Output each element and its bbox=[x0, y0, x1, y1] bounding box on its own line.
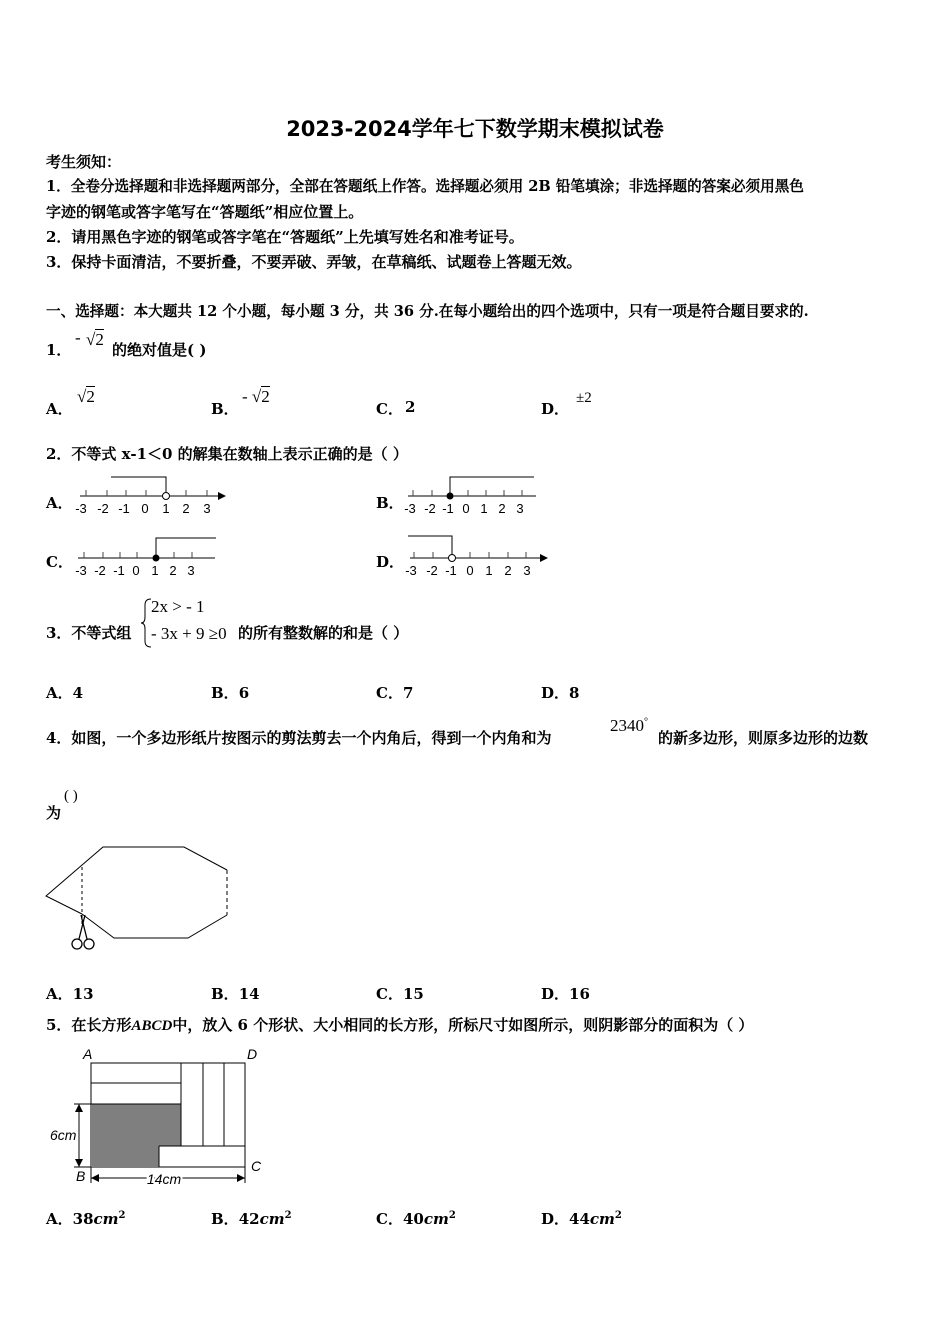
tick-label: -3 bbox=[75, 563, 87, 578]
q4-polygon-figure bbox=[40, 840, 240, 960]
q5-question-text: 5．在长方形ABCD中，放入 6 个形状、大小相同的长方形，所标尺寸如图所示，则阴影部分的面积为（ ） bbox=[46, 1016, 754, 1034]
q4-angle: 2340° bbox=[610, 716, 648, 735]
q3-equation-1: 2x > - 1 bbox=[151, 597, 205, 616]
q2-option-a-numberline[interactable] bbox=[70, 473, 235, 518]
tick-label: -2 bbox=[97, 501, 109, 516]
q2-option-c-numberline[interactable] bbox=[70, 532, 230, 580]
q1-radicand: 2 bbox=[95, 330, 104, 349]
tick-label: 3 bbox=[187, 563, 195, 578]
q3-equation-2: - 3x + 9 ≥0 bbox=[151, 624, 227, 643]
tick-label: 2 bbox=[498, 501, 506, 516]
width-label: 14cm bbox=[146, 1171, 182, 1187]
notice-heading: 考生须知： bbox=[46, 153, 122, 171]
tick-label: 2 bbox=[504, 563, 512, 578]
q4-option-a[interactable]: A．13 bbox=[46, 985, 94, 1003]
tick-label: -1 bbox=[445, 563, 457, 578]
sqrt-sign-icon: √ bbox=[251, 387, 262, 406]
section-heading: 一、选择题：本大题共 12 个小题，每小题 3 分，共 36 分.在每小题给出的四个选项中，只有一项是符合题目要求的. bbox=[46, 303, 809, 320]
q1-option-b-label[interactable]: B． bbox=[211, 400, 239, 418]
tick-label: -3 bbox=[75, 501, 87, 516]
q3-prefix: 3．不等式组 bbox=[46, 624, 132, 642]
q1-option-c-label[interactable]: C． bbox=[376, 400, 403, 418]
q1-option-d-label[interactable]: D． bbox=[541, 400, 570, 418]
tick-label: 1 bbox=[485, 563, 493, 578]
q4-option-c[interactable]: C．15 bbox=[376, 985, 424, 1003]
tick-label: -1 bbox=[113, 563, 125, 578]
q1-question-text: 的绝对值是( ) bbox=[112, 341, 207, 359]
q2-option-b-label[interactable]: B． bbox=[376, 494, 404, 512]
tick-label: -3 bbox=[405, 563, 417, 578]
tick-label: 0 bbox=[141, 501, 149, 516]
notice-line-2: 2．请用黑色字迹的钢笔或答字笔在“答题纸”上先填写姓名和准考证号。 bbox=[46, 228, 524, 246]
q2-option-c-label[interactable]: C． bbox=[46, 553, 73, 571]
q3-suffix: 的所有整数解的和是（ ） bbox=[238, 624, 409, 642]
q2-option-b-numberline[interactable] bbox=[400, 473, 545, 518]
q1-option-c-value[interactable]: 2 bbox=[405, 398, 416, 416]
q4-option-d[interactable]: D．16 bbox=[541, 985, 590, 1003]
q5-rectangle-figure bbox=[46, 1043, 276, 1193]
tick-label: -1 bbox=[442, 501, 454, 516]
tick-label: -3 bbox=[404, 501, 416, 516]
q4-answer-paren: ( ) bbox=[64, 788, 78, 804]
sqrt-sign-icon: √ bbox=[77, 387, 87, 406]
q2-option-d-label[interactable]: D． bbox=[376, 553, 405, 571]
vertex-label-d: D bbox=[247, 1046, 258, 1062]
q2-option-a-label[interactable]: A． bbox=[46, 494, 73, 512]
q5-option-c[interactable]: C．$40cm^2$ bbox=[376, 1210, 456, 1228]
q1-option-b-minus: - bbox=[242, 387, 248, 406]
tick-label: 3 bbox=[523, 563, 531, 578]
tick-label: -1 bbox=[118, 501, 130, 516]
notice-line-1b: 字迹的钢笔或答字笔写在“答题纸”相应位置上。 bbox=[46, 203, 364, 221]
tick-label: 2 bbox=[182, 501, 190, 516]
q3-option-a[interactable]: A．4 bbox=[46, 684, 84, 702]
q1-number: 1． bbox=[46, 341, 72, 359]
q1-option-b-radicand: 2 bbox=[261, 387, 270, 406]
q4-suffix: 的新多边形，则原多边形的边数 bbox=[658, 729, 869, 747]
tick-label: 1 bbox=[151, 563, 159, 578]
q5-option-b[interactable]: B．$42cm^2$ bbox=[211, 1210, 292, 1228]
q1-sqrt-expr bbox=[86, 330, 104, 350]
tick-label: -2 bbox=[94, 563, 106, 578]
q3-option-b[interactable]: B．6 bbox=[211, 684, 250, 702]
vertex-label-b: B bbox=[76, 1168, 86, 1184]
tick-label: 3 bbox=[516, 501, 524, 516]
tick-label: 0 bbox=[462, 501, 470, 516]
q5-option-d[interactable]: D．$44cm^2$ bbox=[541, 1210, 622, 1228]
q4-option-b[interactable]: B．14 bbox=[211, 985, 260, 1003]
q4-wei: 为 bbox=[46, 804, 62, 822]
notice-line-3: 3．保持卡面清洁，不要折叠，不要弄破、弄皱，在草稿纸、试题卷上答题无效。 bbox=[46, 253, 582, 271]
q1-option-d-value[interactable]: ±2 bbox=[576, 390, 592, 406]
tick-label: -2 bbox=[424, 501, 436, 516]
sqrt-sign-icon: √ bbox=[86, 330, 96, 349]
q3-option-d[interactable]: D．8 bbox=[541, 684, 580, 702]
height-label: 6cm bbox=[50, 1127, 77, 1143]
tick-label: 2 bbox=[169, 563, 177, 578]
tick-label: 0 bbox=[466, 563, 474, 578]
q1-option-a-value[interactable] bbox=[77, 387, 95, 407]
notice-line-1: 1．全卷分选择题和非选择题两部分，全部在答题纸上作答。选择题必须用 2B 铅笔填涂；非选择题的答案必须用黑色 bbox=[46, 178, 804, 195]
q1-minus: - bbox=[75, 328, 81, 347]
page-title: 2023-2024学年七下数学期末模拟试卷 bbox=[286, 117, 664, 141]
tick-label: 3 bbox=[203, 501, 211, 516]
vertex-label-c: C bbox=[251, 1158, 262, 1174]
tick-label: 1 bbox=[480, 501, 488, 516]
tick-label: 1 bbox=[162, 501, 170, 516]
tick-label: -2 bbox=[426, 563, 438, 578]
q1-option-b-value[interactable] bbox=[242, 387, 270, 407]
q5-option-a[interactable]: A．$38cm^2$ bbox=[46, 1210, 126, 1228]
q1-option-a-radicand: 2 bbox=[86, 387, 95, 406]
tick-label: 0 bbox=[132, 563, 140, 578]
q2-question-text: 2．不等式 x-1＜0 的解集在数轴上表示正确的是（ ） bbox=[46, 445, 408, 463]
q4-prefix: 4．如图，一个多边形纸片按图示的剪法剪去一个内角后，得到一个内角和为 bbox=[46, 729, 552, 747]
q2-option-d-numberline[interactable] bbox=[400, 530, 550, 580]
q1-option-a-label[interactable]: A． bbox=[46, 400, 73, 418]
q3-option-c[interactable]: C．7 bbox=[376, 684, 414, 702]
vertex-label-a: A bbox=[83, 1046, 93, 1062]
